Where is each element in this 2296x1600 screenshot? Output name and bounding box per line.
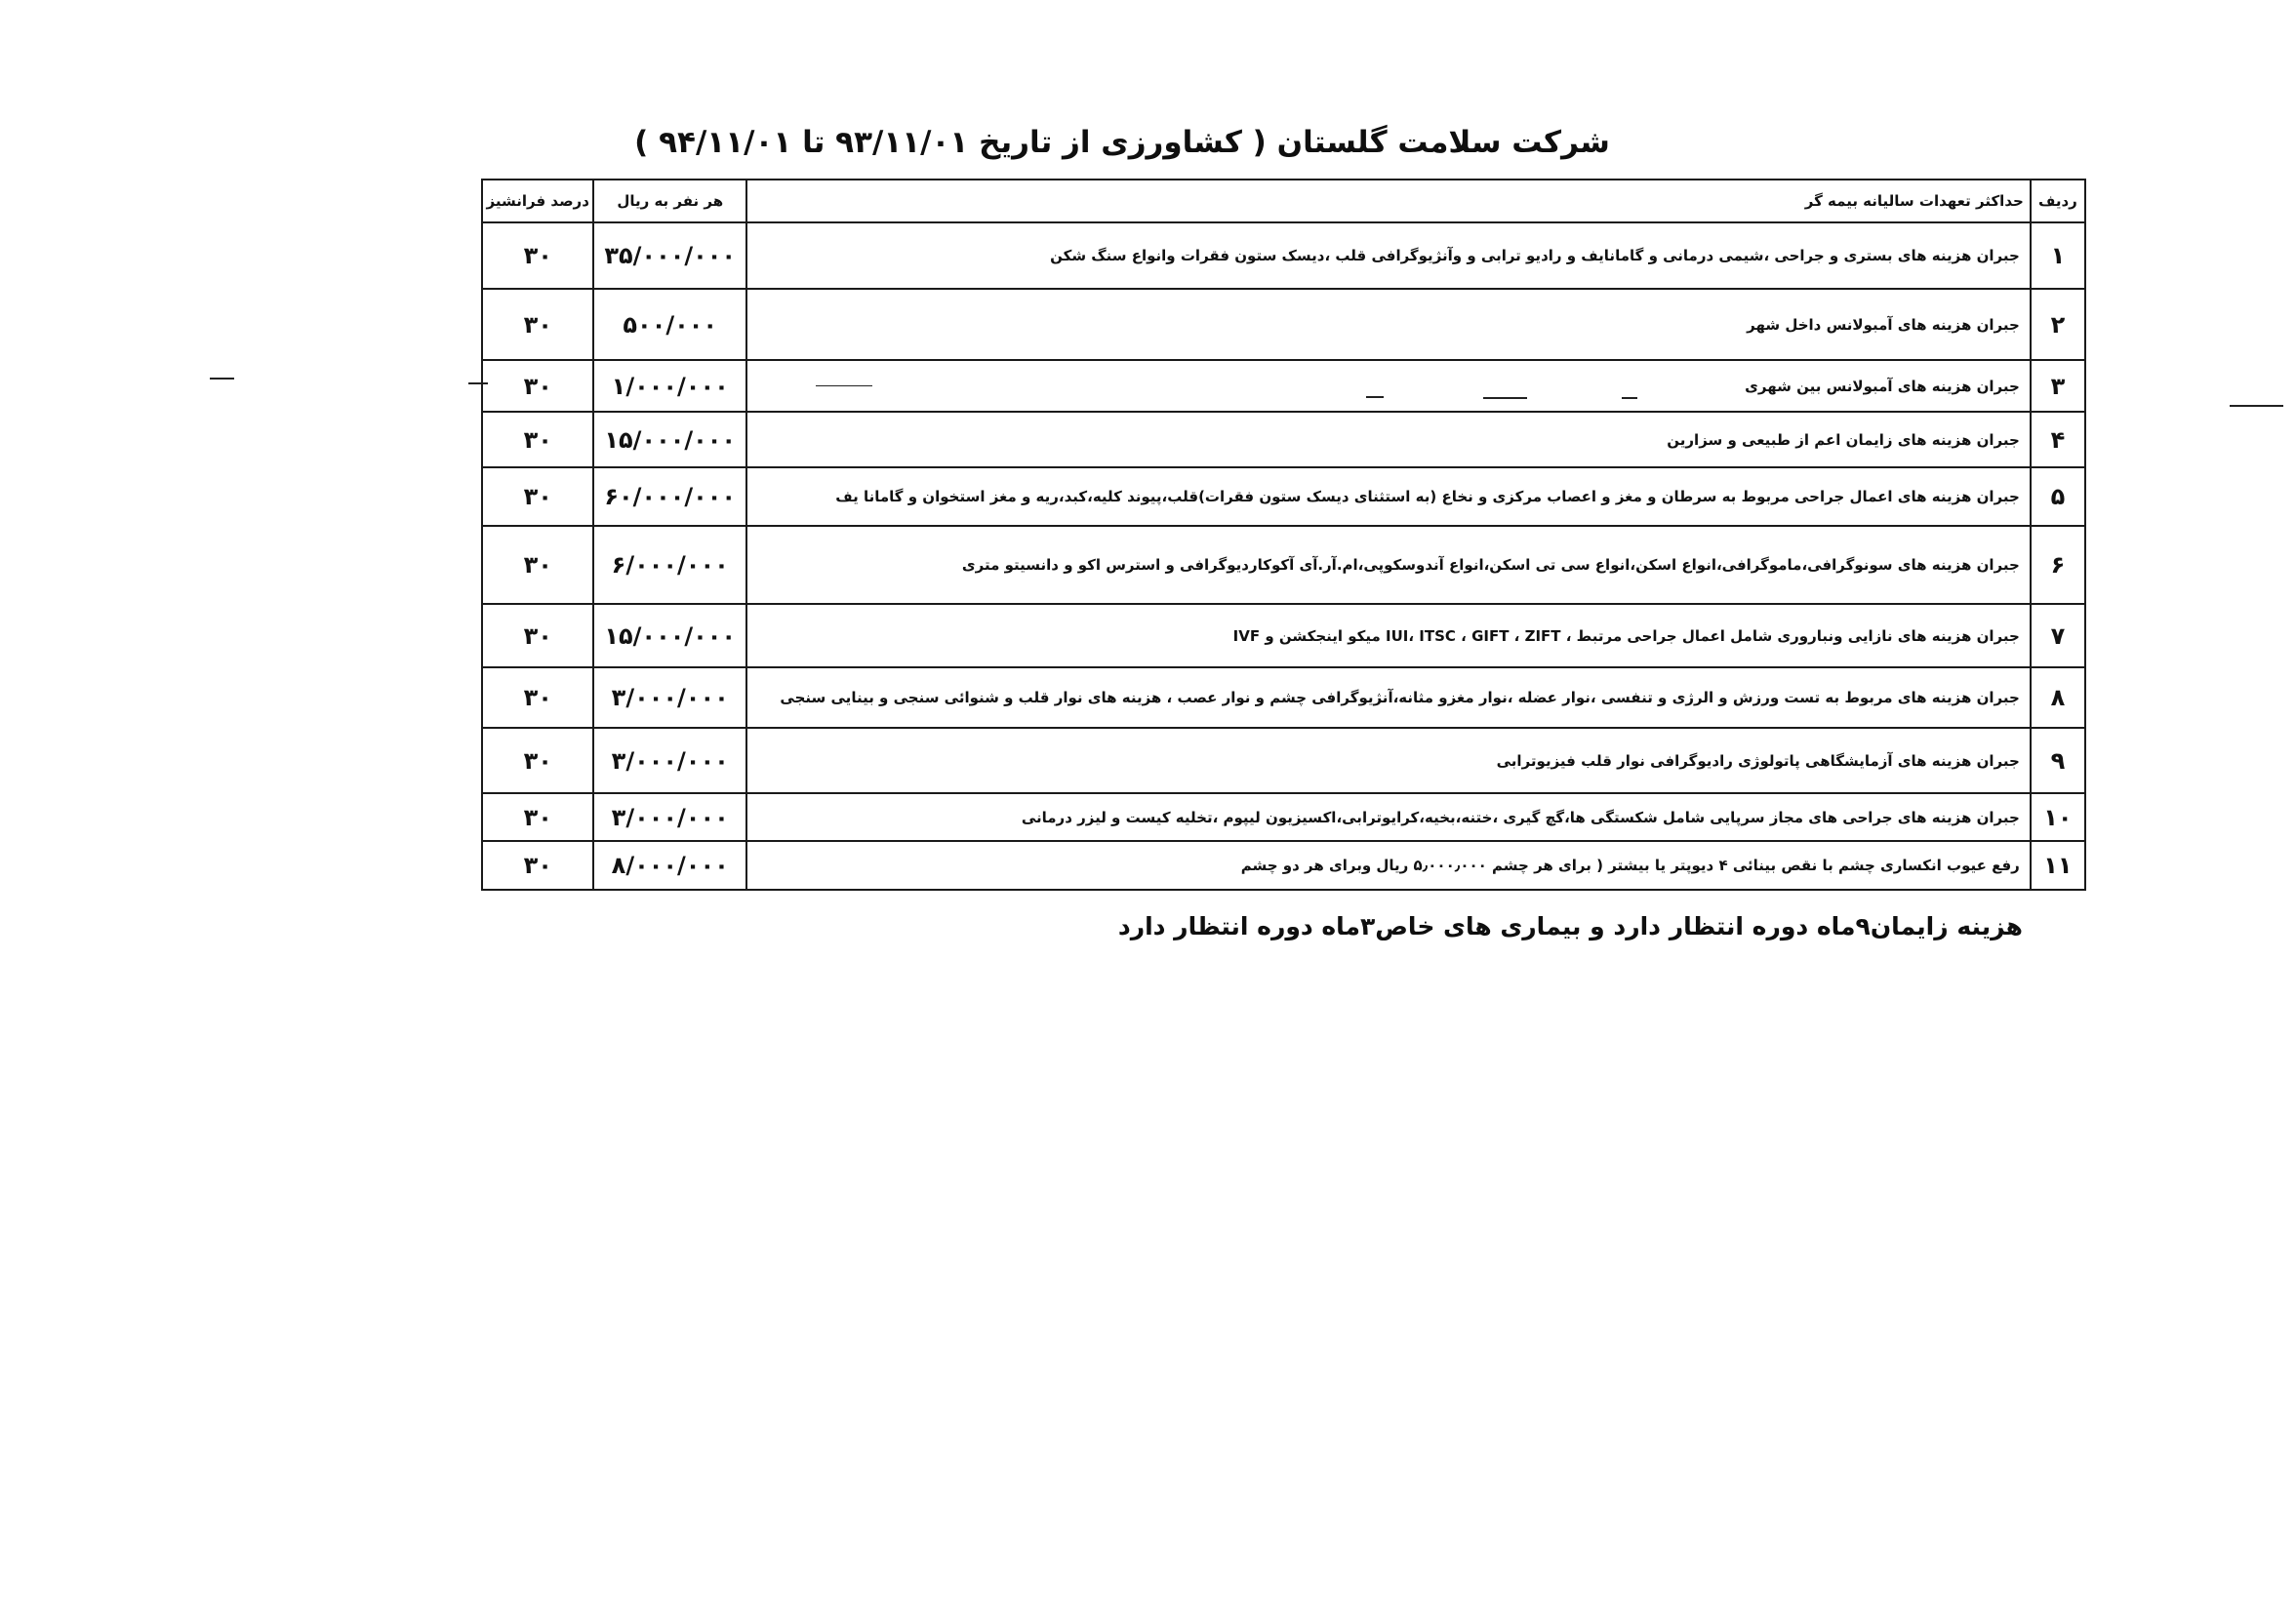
header-description: حداکثر تعهدات سالیانه بیمه گر: [746, 180, 2031, 222]
row-description: جبران هزینه های آمبولانس داخل شهر: [746, 289, 2031, 360]
row-deductible: ۳۰: [482, 526, 593, 604]
row-amount: ۳۵/۰۰۰/۰۰۰: [593, 222, 746, 289]
row-number: ۳: [2031, 360, 2085, 412]
row-description: جبران هزینه های آمبولانس بین شهری: [746, 360, 2031, 412]
row-amount: ۸/۰۰۰/۰۰۰: [593, 841, 746, 890]
row-deductible: ۳۰: [482, 841, 593, 890]
row-amount: ۵۰۰/۰۰۰: [593, 289, 746, 360]
row-amount: ۱۵/۰۰۰/۰۰۰: [593, 604, 746, 667]
table-row: [482, 467, 2085, 526]
row-number: ۸: [2031, 667, 2085, 728]
row-amount: ۱۵/۰۰۰/۰۰۰: [593, 412, 746, 467]
table-row: [482, 667, 2085, 728]
table-row: [482, 360, 2085, 412]
row-deductible: ۳۰: [482, 360, 593, 412]
row-description: رفع عیوب انکساری چشم با نقص بینائی ۴ دیوپتر یا بیشتر ( برای هر چشم ۵٫۰۰۰٫۰۰۰ ریال وبرای هر دو چشم: [746, 841, 2031, 890]
row-description: جبران هزینه های زایمان اعم از طبیعی و سزارین: [746, 412, 2031, 467]
row-description: جبران هزینه های بستری و جراحی ،شیمی درمانی و گامانایف و رادیو ترابی و وآنژیوگرافی قلب ،دیسک ستون فقرات وانواع سنگ شکن: [746, 222, 2031, 289]
row-number: ۴: [2031, 412, 2085, 467]
page-title: شرکت سلامت گلستان ( کشاورزی از تاریخ ۹۳/۱۱/۰۱ تا ۹۴/۱۱/۰۱ ): [634, 125, 1610, 160]
table-header-row: [482, 180, 2085, 222]
row-deductible: ۳۰: [482, 604, 593, 667]
row-description: جبران هزینه های نازایی ونباروری شامل اعمال جراحی مرتبط ، IUI، ITSC ، GIFT ، ZIFT میکو اینجکشن و IVF: [746, 604, 2031, 667]
row-amount: ۱/۰۰۰/۰۰۰: [593, 360, 746, 412]
table-row: [482, 222, 2085, 289]
header-row-number: ردیف: [2031, 180, 2085, 222]
row-deductible: ۳۰: [482, 793, 593, 841]
row-number: ۱۱: [2031, 841, 2085, 890]
row-deductible: ۳۰: [482, 412, 593, 467]
waiting-period-note: هزینه زایمان۹ماه دوره انتظار دارد و بیماری های خاص۳ماه دوره انتظار دارد: [1117, 912, 2023, 940]
row-number: ۵: [2031, 467, 2085, 526]
table-row: [482, 793, 2085, 841]
row-number: ۲: [2031, 289, 2085, 360]
table-row: [482, 841, 2085, 890]
row-deductible: ۳۰: [482, 667, 593, 728]
row-amount: ۳/۰۰۰/۰۰۰: [593, 793, 746, 841]
row-deductible: ۳۰: [482, 289, 593, 360]
row-amount: ۳/۰۰۰/۰۰۰: [593, 728, 746, 793]
header-amount: هر نفر به ریال: [593, 180, 746, 222]
row-number: ۱: [2031, 222, 2085, 289]
row-description: جبران هزینه های مربوط به تست ورزش و الرژی و تنفسی ،نوار عضله ،نوار مغزو مثانه،آنژیوگرافی چشم و نوار عصب ، هزینه های نوار قلب و شنوائی سنجی و بینایی سنجی: [746, 667, 2031, 728]
row-amount: ۶/۰۰۰/۰۰۰: [593, 526, 746, 604]
table-row: [482, 604, 2085, 667]
table-row: [482, 412, 2085, 467]
row-description: جبران هزینه های آزمایشگاهی پاتولوژی رادیوگرافی نوار قلب فیزیوترابی: [746, 728, 2031, 793]
row-description: جبران هزینه های جراحی های مجاز سرپایی شامل شکستگی ها،گچ گیری ،ختنه،بخیه،کرایوترابی،اکسیزیون لیپوم ،تخلیه کیست و لیزر درمانی: [746, 793, 2031, 841]
table-row: [482, 728, 2085, 793]
row-deductible: ۳۰: [482, 222, 593, 289]
row-amount: ۶۰/۰۰۰/۰۰۰: [593, 467, 746, 526]
benefits-table: [481, 179, 2086, 891]
row-number: ۹: [2031, 728, 2085, 793]
row-number: ۱۰: [2031, 793, 2085, 841]
row-deductible: ۳۰: [482, 467, 593, 526]
row-description: جبران هزینه های سونوگرافی،ماموگرافی،انواع اسکن،انواع سی تی اسکن،انواع آندوسکوپی،ام.آر.آی آکوکاردیوگرافی و استرس اکو و دانسیتو متری: [746, 526, 2031, 604]
row-number: ۶: [2031, 526, 2085, 604]
table-row: [482, 289, 2085, 360]
row-number: ۷: [2031, 604, 2085, 667]
scan-mark: [210, 378, 234, 380]
row-description: جبران هزینه های اعمال جراحی مربوط به سرطان و مغز و اعصاب مرکزی و نخاع (به استثنای دیسک ستون فقرات)قلب،پیوند کلیه،کبد،ریه و مغز استخوان و گامانا یف: [746, 467, 2031, 526]
scan-mark: [2230, 405, 2283, 407]
row-amount: ۳/۰۰۰/۰۰۰: [593, 667, 746, 728]
row-deductible: ۳۰: [482, 728, 593, 793]
table-row: [482, 526, 2085, 604]
header-deductible: درصد فرانشیز: [482, 180, 593, 222]
